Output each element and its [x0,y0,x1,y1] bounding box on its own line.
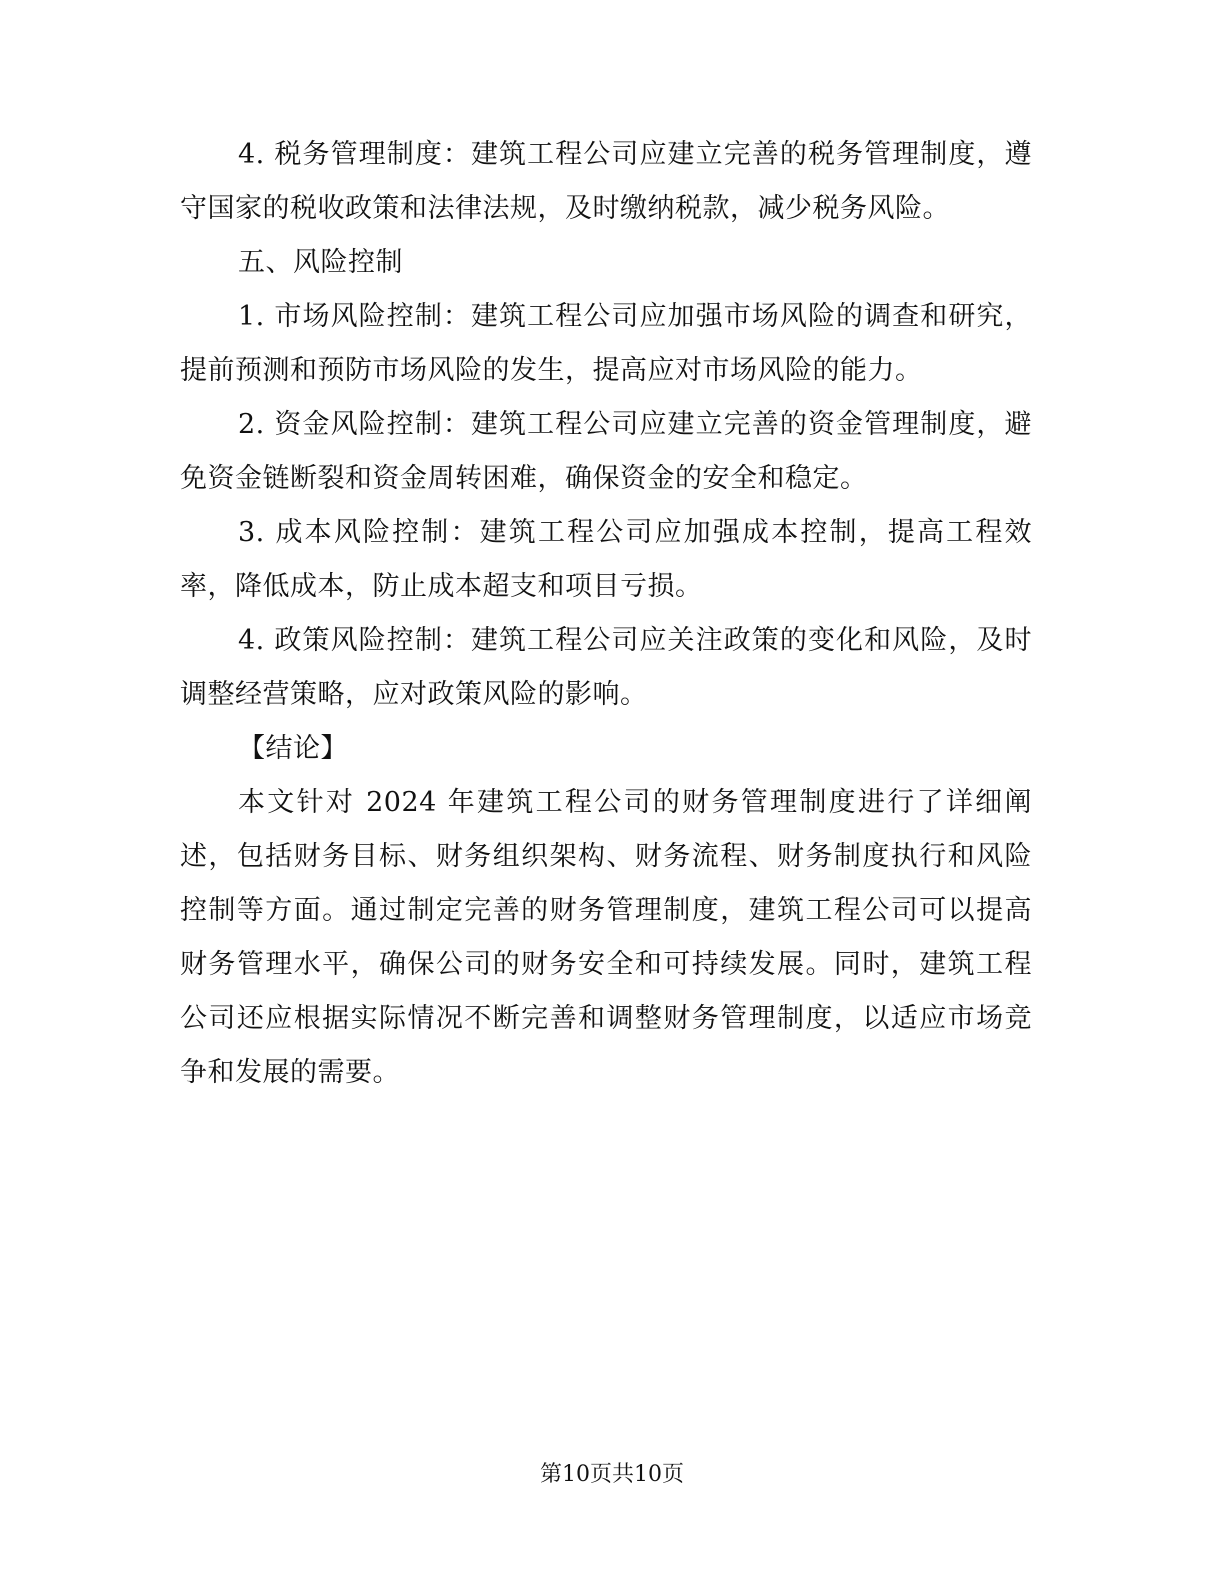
paragraph-capital-risk: 2. 资金风险控制：建筑工程公司应建立完善的资金管理制度，避免资金链断裂和资金周转困难，确保资金的安全和稳定。 [180,409,1032,494]
paragraph-conclusion: 本文针对 2024 年建筑工程公司的财务管理制度进行了详细阐述，包括财务目标、财务组织架构、财务流程、财务制度执行和风险控制等方面。通过制定完善的财务管理制度，建筑工程公司可以提高财务管理水平，确保公司的财务安全和可持续发展。同时，建筑工程公司还应根据实际情况不断完善和调整财务管理制度，以适应市场竞争和发展的需要。 [180,787,1032,1088]
paragraph-tax-management: 4. 税务管理制度：建筑工程公司应建立完善的税务管理制度，遵守国家的税收政策和法律法规，及时缴纳税款，减少税务风险。 [180,139,1032,224]
section-heading-risk-control: 五、风险控制 [238,247,403,278]
paragraph-market-risk: 1. 市场风险控制：建筑工程公司应加强市场风险的调查和研究，提前预测和预防市场风险的发生，提高应对市场风险的能力。 [180,301,1032,386]
document-body [180,128,1032,1100]
paragraph-policy-risk: 4. 政策风险控制：建筑工程公司应关注政策的变化和风险，及时调整经营策略，应对政策风险的影响。 [180,625,1032,710]
section-heading-conclusion: 【结论】 [238,733,348,764]
paragraph-cost-risk: 3. 成本风险控制：建筑工程公司应加强成本控制，提高工程效率，降低成本，防止成本超支和项目亏损。 [180,517,1032,602]
page-number-footer: 第10页共10页 [540,1462,684,1487]
